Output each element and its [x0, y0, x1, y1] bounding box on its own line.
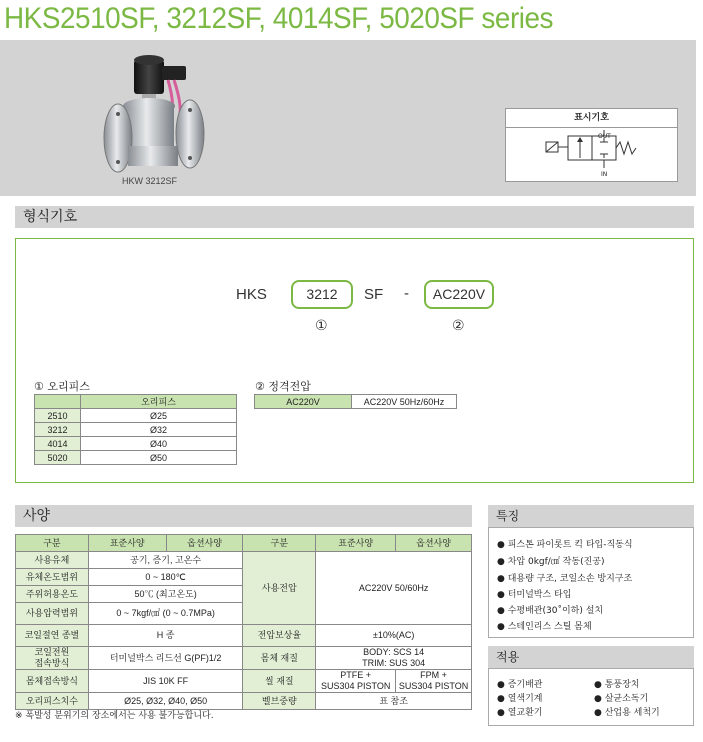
orifice-code-cell: 2510	[35, 409, 81, 423]
out-label: OUT	[598, 133, 611, 140]
spec-header-cell: 옵션사양	[166, 535, 243, 552]
spec-table	[15, 534, 472, 710]
orifice-size-cell: Ø32	[81, 423, 237, 437]
application-item: ● 산업용 세척기	[594, 708, 660, 718]
spec-header-cell: 구분	[16, 535, 89, 552]
voltage-table	[254, 394, 457, 409]
spec-label: 전압보상율	[243, 625, 316, 647]
product-caption: HKW 3212SF	[122, 176, 178, 186]
feature-item: ● 수평배관(30˚이하) 설치	[497, 606, 604, 616]
spec-label: 코일전원 접속방식	[16, 647, 89, 670]
feature-item: ● 터미널박스 타입	[497, 590, 572, 600]
spec-value: AC220V 50/60Hz	[316, 552, 472, 625]
spec-label: 코일절연 종별	[16, 625, 89, 647]
orifice-header: 오리피스	[81, 395, 237, 409]
model-section-heading: 형식기호	[15, 206, 694, 228]
spec-value: 터미널박스 리드선 G(PF)1/2	[88, 647, 243, 670]
spec-label: 벨브중량	[243, 693, 316, 710]
spec-value: H 종	[88, 625, 243, 647]
spec-label: 유체온도범위	[16, 569, 89, 586]
spec-value: 공기, 증기, 고온수	[88, 552, 243, 569]
safety-note: ※ 폭발성 분위기의 장소에서는 사용 불가능합니다.	[15, 711, 214, 721]
spec-header-cell: 옵션사양	[396, 535, 472, 552]
orifice-table	[34, 394, 237, 465]
orifice-code-cell: 5020	[35, 451, 81, 465]
spec-value: 표 참조	[316, 693, 472, 710]
valve-image	[98, 48, 213, 180]
application-item: ● 열교환기	[497, 708, 543, 718]
orifice-size-cell: Ø50	[81, 451, 237, 465]
feature-item: ● 차압 0kgf/㎠ 작동(진공)	[497, 557, 605, 567]
orifice-size-cell: Ø25	[81, 409, 237, 423]
application-item: ● 열색기계	[497, 694, 543, 704]
spec-label: 사용유체	[16, 552, 89, 569]
voltage-value-cell: AC220V 50Hz/60Hz	[352, 395, 457, 409]
features-panel	[488, 527, 694, 638]
features-heading: 특징	[488, 505, 694, 527]
spec-value: Ø25, Ø32, Ø40, Ø50	[88, 693, 243, 710]
voltage-marker: ②	[452, 318, 465, 334]
spec-value: 0 ~ 180℃	[88, 569, 243, 586]
spec-value: PTFE + SUS304 PISTON	[316, 670, 396, 693]
spec-label: 사용압력범위	[16, 603, 89, 625]
page-title: HKS2510SF, 3212SF, 4014SF, 5020SF series	[4, 2, 554, 35]
spec-value: 50℃ (최고온도)	[88, 586, 243, 603]
application-item: ● 살균소독기	[594, 694, 649, 704]
feature-item: ● 대용량 구조, 코일소손 방지구조	[497, 574, 633, 584]
model-middle: SF	[364, 286, 384, 303]
applications-panel	[488, 668, 694, 726]
spec-label: 사용전압	[243, 552, 316, 625]
spec-label: 주위허용온도	[16, 586, 89, 603]
orifice-table-title: ① 오리피스	[34, 380, 90, 393]
voltage-code-cell: AC220V	[255, 395, 352, 409]
spec-section-heading: 사양	[15, 505, 472, 527]
spec-label: 씰 재질	[243, 670, 316, 693]
applications-heading: 적용	[488, 646, 694, 668]
spec-label: 오리피스치수	[16, 693, 89, 710]
spec-value: JIS 10K FF	[88, 670, 243, 693]
application-item: ● 증기배관	[497, 680, 543, 690]
valve-symbol-icon	[506, 128, 677, 181]
spec-label: 몸체 재질	[243, 647, 316, 670]
spec-value: ±10%(AC)	[316, 625, 472, 647]
feature-item: ● 스테인리스 스틸 몸체	[497, 622, 592, 632]
spec-value: BODY: SCS 14 TRIM: SUS 304	[316, 647, 472, 670]
orifice-size-cell: Ø40	[81, 437, 237, 451]
symbol-header: 표시기호	[506, 109, 677, 128]
symbol-panel	[505, 108, 678, 182]
orifice-code-cell: 4014	[35, 437, 81, 451]
spec-header-cell: 구분	[243, 535, 316, 552]
orifice-header-blank	[35, 395, 81, 409]
in-label: IN	[601, 171, 608, 178]
application-item: ● 통풍장치	[594, 680, 640, 690]
feature-item: ● 피스톤 파이롯트 킥 타입-직동식	[497, 540, 633, 550]
orifice-code-cell: 3212	[35, 423, 81, 437]
spec-header-cell: 표준사양	[316, 535, 396, 552]
model-dash: -	[404, 285, 409, 302]
voltage-table-title: ② 정격전압	[255, 380, 311, 393]
orifice-code-box: 3212	[291, 280, 353, 309]
voltage-code-box: AC220V	[424, 280, 494, 309]
spec-value: FPM + SUS304 PISTON	[396, 670, 472, 693]
model-prefix: HKS	[236, 286, 267, 303]
spec-label: 몸체접속방식	[16, 670, 89, 693]
orifice-marker: ①	[315, 318, 328, 334]
spec-value: 0 ~ 7kgf/㎠ (0 ~ 0.7MPa)	[88, 603, 243, 625]
spec-header-cell: 표준사양	[88, 535, 166, 552]
